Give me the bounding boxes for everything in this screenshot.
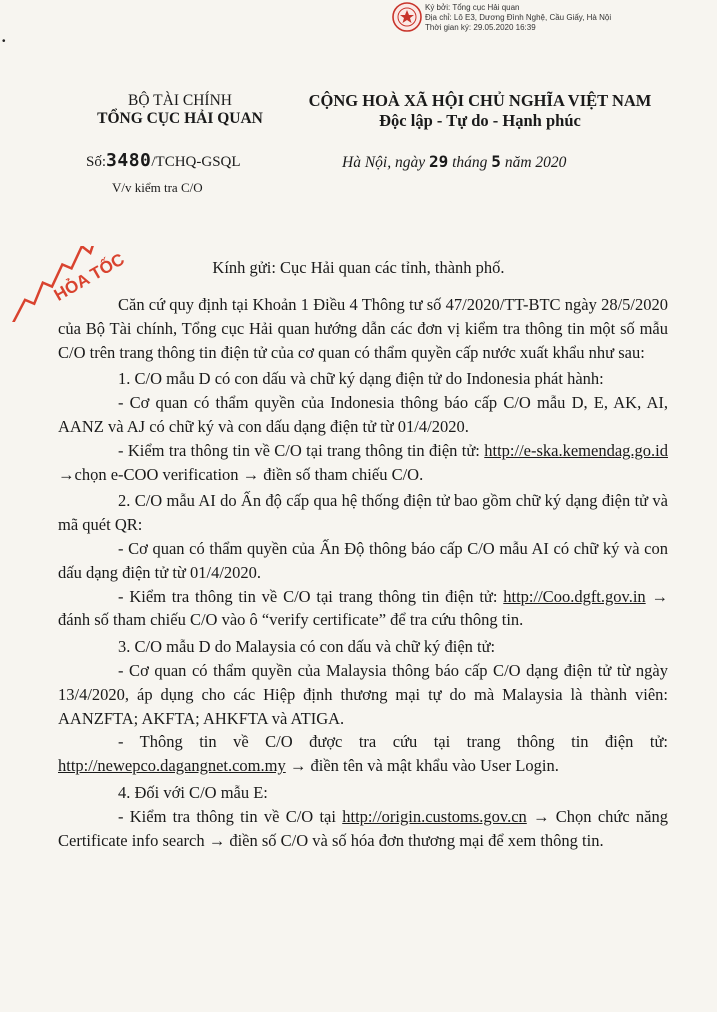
india-link[interactable]: http://Coo.dgft.gov.in <box>503 586 646 606</box>
issue-date <box>342 152 566 172</box>
number-suffix: /TCHQ-GSQL <box>151 154 241 170</box>
section-3-bullet-1: - Cơ quan có thẩm quyền của Malaysia thông báo cấp C/O dạng điện tử từ ngày 13/4/2020, áp dụng cho các Hiệp định thương mại tự do mà Malaysia là thành viên: AANZFTA; AKFTA; AHKFTA và ATIGA. <box>58 660 668 728</box>
greeting: Kính gửi: Cục Hải quan các tỉnh, thành phố. <box>212 258 505 277</box>
digital-signature <box>392 2 712 38</box>
section-3-bullet-2 <box>58 730 668 778</box>
ministry-name: BỘ TÀI CHÍNH <box>128 92 232 109</box>
date-prefix: Hà Nội, ngày <box>342 154 426 171</box>
section-3-bullet-2-pre: - Thông tin về C/O được tra cứu tại trang thông tin điện tử: <box>118 732 668 752</box>
section-3-bullet-2-post: → điền tên và mật khẩu vào User Login. <box>285 756 559 776</box>
intro-paragraph: Căn cứ quy định tại Khoản 1 Điều 4 Thông tư số 47/2020/TT-BTC ngày 28/5/2020 của Bộ Tài chính, Tổng cục Hải quan hướng dẫn các đơn vị kiểm tra thông tin một số mẫu C/O trên trang thông tin điện tử của cơ quan có thẩm quyền cấp nước xuất khẩu như sau: <box>58 295 668 362</box>
section-1-bullet-2 <box>58 439 668 487</box>
section-1-title: 1. C/O mẫu D có con dấu và chữ ký dạng điện tử do Indonesia phát hành: <box>118 369 604 389</box>
seal-icon <box>392 2 422 32</box>
national-header <box>290 91 670 131</box>
signature-signer: Ký bởi: Tổng cục Hải quan <box>425 3 520 12</box>
section-1-bullet-2-pre: - Kiểm tra thông tin về C/O tại trang thông tin điện tử: <box>118 440 485 460</box>
corner-mark: • <box>2 36 6 47</box>
section-4-title: 4. Đối với C/O mẫu E: <box>118 782 268 802</box>
signature-address: Địa chỉ: Lô E3, Dương Đình Nghệ, Cầu Giấy, Hà Nội <box>425 13 612 22</box>
section-2-bullet-2-pre: - Kiểm tra thông tin về C/O tại trang thông tin điện tử: <box>118 586 504 606</box>
department-name: TỔNG CỤC HẢI QUAN <box>97 110 263 127</box>
section-1-bullet-2-post: →chọn e-COO verification → điền số tham chiếu C/O. <box>58 464 424 484</box>
malaysia-link[interactable]: http://newepco.dagangnet.com.my <box>58 756 286 776</box>
signature-time: Thời gian ký: 29.05.2020 16:39 <box>425 23 536 32</box>
section-2-title: 2. C/O mẫu AI do Ấn độ cấp qua hệ thống điện tử bao gồm chữ ký dạng điện tử và mã quét QR: <box>58 491 668 535</box>
section-4-bullet-1-post: → Chọn chức năng Certificate info search → điền số C/O và số hóa đơn thương mại để xem thông tin. <box>58 806 668 850</box>
china-link[interactable]: http://origin.customs.gov.cn <box>342 806 527 826</box>
month-prefix: tháng <box>452 154 488 171</box>
number-handwritten: 3480 <box>106 150 152 171</box>
issuer-block <box>60 92 300 128</box>
letter-body <box>58 293 668 852</box>
indonesia-link[interactable]: http://e-ska.kemendag.go.id <box>484 440 668 460</box>
national-motto: Độc lập - Tự do - Hạnh phúc <box>379 111 581 130</box>
republic-title: CỘNG HOÀ XÃ HỘI CHỦ NGHĨA VIỆT NAM <box>308 91 652 110</box>
stamp-label: HỎA TỐC <box>50 249 128 305</box>
section-2-bullet-2 <box>58 585 668 633</box>
year-text: năm 2020 <box>504 154 567 171</box>
section-3-title: 3. C/O mẫu D do Malaysia có con dấu và chữ ký điện tử: <box>118 637 496 657</box>
document-number <box>86 150 241 171</box>
section-4-bullet-1-pre: - Kiểm tra thông tin về C/O tại <box>118 806 343 826</box>
day-handwritten: 29 <box>428 152 449 171</box>
month-handwritten: 5 <box>491 152 501 171</box>
section-1-bullet-1: - Cơ quan có thẩm quyền của Indonesia thông báo cấp C/O mẫu D, E, AK, AI, AANZ và AJ có chữ ký và con dấu dạng điện tử từ 01/4/2020. <box>58 393 668 436</box>
section-4-bullet-1 <box>58 805 668 853</box>
document-subject: V/v kiểm tra C/O <box>112 180 203 195</box>
number-prefix: Số: <box>86 154 107 170</box>
section-2-bullet-1: - Cơ quan có thẩm quyền của Ấn Độ thông báo cấp C/O mẫu AI có chữ ký và con dấu dạng điện tử từ 01/4/2020. <box>58 538 668 582</box>
section-2-bullet-2-post: → đánh số tham chiếu C/O vào ô “verify certificate” để tra cứu thông tin. <box>58 586 668 630</box>
